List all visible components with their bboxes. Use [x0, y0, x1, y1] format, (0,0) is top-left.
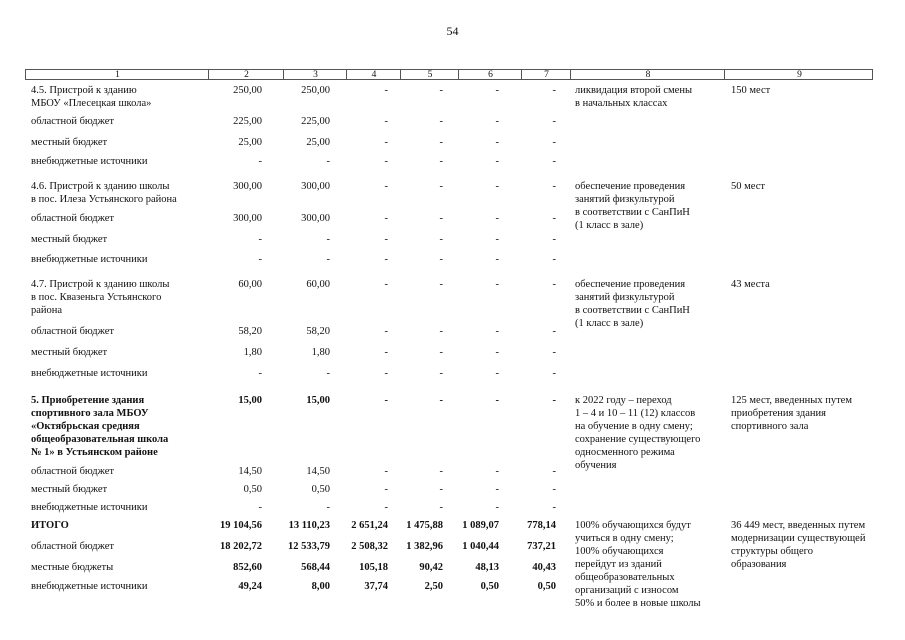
value-cell: -	[326, 502, 330, 513]
value-cell: -	[439, 368, 443, 379]
row-label: внебюджетные источники	[31, 581, 148, 592]
value-cell: -	[495, 137, 499, 148]
value-cell: 250,00	[233, 85, 262, 96]
row-label: общеобразовательная школа	[31, 434, 169, 445]
value-cell: -	[384, 181, 388, 192]
outcome-text: на обучение в одну смену;	[575, 421, 693, 432]
row-label: 5. Приобретение здания	[31, 395, 145, 406]
value-cell: -	[384, 279, 388, 290]
value-cell: 300,00	[233, 213, 262, 224]
value-cell: 25,00	[238, 137, 262, 148]
value-cell: -	[552, 181, 556, 192]
value-cell: -	[439, 213, 443, 224]
value-cell: 2,50	[424, 581, 443, 592]
row-label: местный бюджет	[31, 137, 108, 148]
outcome-text: к 2022 году – переход	[575, 395, 672, 406]
outcome-text: 100% обучающихся	[575, 546, 664, 557]
value-cell: -	[439, 254, 443, 265]
capacity-text: 50 мест	[731, 181, 765, 192]
capacity-text: 150 мест	[731, 85, 771, 96]
row-label: областной бюджет	[31, 541, 114, 552]
value-cell: -	[439, 326, 443, 337]
value-cell: 300,00	[301, 181, 330, 192]
value-cell: 90,42	[419, 562, 443, 573]
outcome-text: занятий физкультурой	[575, 292, 675, 303]
value-cell: 225,00	[301, 116, 330, 127]
row-label: внебюджетные источники	[31, 502, 148, 513]
row-label: «Октябрьская средняя	[31, 421, 140, 432]
value-cell: -	[495, 502, 499, 513]
outcome-text: 100% обучающихся будут	[575, 520, 691, 531]
row-label: района	[31, 305, 63, 316]
value-cell: -	[439, 395, 443, 406]
value-cell: -	[439, 466, 443, 477]
value-cell: -	[439, 156, 443, 167]
value-cell: -	[495, 85, 499, 96]
row-label: 4.7. Пристрой к зданию школы	[31, 279, 170, 290]
row-label: местный бюджет	[31, 484, 108, 495]
value-cell: 300,00	[301, 213, 330, 224]
row-label: областной бюджет	[31, 466, 114, 477]
table-header	[25, 69, 873, 80]
capacity-text: 43 места	[731, 279, 770, 290]
value-cell: -	[384, 254, 388, 265]
value-cell: -	[552, 466, 556, 477]
value-cell: -	[384, 395, 388, 406]
value-cell: 1,80	[311, 347, 330, 358]
capacity-text: образования	[731, 559, 787, 570]
row-label: № 1» в Устьянском районе	[31, 447, 158, 458]
value-cell: -	[552, 234, 556, 245]
value-cell: 14,50	[238, 466, 262, 477]
value-cell: -	[552, 137, 556, 148]
value-cell: -	[439, 137, 443, 148]
value-cell: -	[495, 326, 499, 337]
value-cell: -	[326, 368, 330, 379]
value-cell: -	[439, 347, 443, 358]
outcome-text: 1 – 4 и 10 – 11 (12) классов	[575, 408, 696, 419]
value-cell: 60,00	[306, 279, 330, 290]
value-cell: -	[495, 395, 499, 406]
outcome-text: перейдут из зданий	[575, 559, 662, 570]
row-label: местный бюджет	[31, 234, 108, 245]
row-label: 4.6. Пристрой к зданию школы	[31, 181, 170, 192]
row-label: внебюджетные источники	[31, 368, 148, 379]
value-cell: 13 110,23	[288, 520, 330, 531]
value-cell: 18 202,72	[220, 541, 262, 552]
value-cell: 19 104,56	[220, 520, 262, 531]
outcome-text: обеспечение проведения	[575, 181, 686, 192]
value-cell: -	[439, 181, 443, 192]
value-cell: -	[495, 368, 499, 379]
value-cell: -	[552, 347, 556, 358]
value-cell: -	[439, 502, 443, 513]
value-cell: -	[326, 254, 330, 265]
outcome-text: общеобразовательных	[575, 572, 675, 583]
value-cell: 225,00	[233, 116, 262, 127]
outcome-text: в начальных классах	[575, 98, 668, 109]
value-cell: -	[495, 181, 499, 192]
value-cell: 250,00	[301, 85, 330, 96]
value-cell: 105,18	[359, 562, 388, 573]
value-cell: 8,00	[311, 581, 330, 592]
value-cell: 1 382,96	[406, 541, 443, 552]
value-cell: -	[495, 466, 499, 477]
value-cell: -	[384, 484, 388, 495]
value-cell: 49,24	[238, 581, 262, 592]
value-cell: 0,50	[537, 581, 556, 592]
value-cell: -	[439, 85, 443, 96]
header-col-3: 3	[313, 70, 318, 80]
value-cell: -	[384, 213, 388, 224]
header-divider	[570, 70, 571, 79]
value-cell: -	[552, 85, 556, 96]
header-col-8: 8	[645, 70, 651, 80]
value-cell: -	[384, 502, 388, 513]
value-cell: 1,80	[243, 347, 262, 358]
row-label: областной бюджет	[31, 116, 114, 127]
value-cell: -	[495, 156, 499, 167]
value-cell: 12 533,79	[288, 541, 330, 552]
outcome-text: учиться в одну смену;	[575, 533, 674, 544]
outcome-text: занятий физкультурой	[575, 194, 675, 205]
capacity-text: приобретения здания	[731, 408, 826, 419]
row-label: ИТОГО	[31, 520, 69, 531]
value-cell: 300,00	[233, 181, 262, 192]
value-cell: 2 651,24	[351, 520, 388, 531]
value-cell: -	[384, 85, 388, 96]
value-cell: 58,20	[238, 326, 262, 337]
value-cell: 1 475,88	[406, 520, 443, 531]
value-cell: 0,50	[243, 484, 262, 495]
value-cell: -	[495, 279, 499, 290]
value-cell: -	[326, 234, 330, 245]
row-label: местный бюджет	[31, 347, 108, 358]
header-col-2: 2	[244, 70, 249, 80]
row-label: в пос. Квазеньга Устьянского	[31, 292, 162, 303]
row-label: областной бюджет	[31, 213, 114, 224]
value-cell: -	[258, 368, 262, 379]
value-cell: -	[439, 116, 443, 127]
value-cell: 1 040,44	[462, 541, 499, 552]
header-col-7: 7	[544, 70, 549, 80]
value-cell: -	[495, 213, 499, 224]
capacity-text: модернизации существующей	[731, 533, 866, 544]
value-cell: 0,50	[480, 581, 499, 592]
value-cell: -	[384, 326, 388, 337]
header-col-5: 5	[427, 70, 433, 80]
value-cell: 14,50	[306, 466, 330, 477]
row-label: внебюджетные источники	[31, 254, 148, 265]
value-cell: -	[552, 395, 556, 406]
value-cell: 25,00	[306, 137, 330, 148]
outcome-text: сохранение существующего	[575, 434, 701, 445]
value-cell: -	[552, 484, 556, 495]
header-divider	[283, 70, 284, 79]
value-cell: -	[258, 234, 262, 245]
capacity-text: 36 449 мест, введенных путем	[731, 520, 866, 531]
header-divider	[458, 70, 459, 79]
header-divider	[521, 70, 522, 79]
row-label: местные бюджеты	[31, 562, 114, 573]
header-divider	[400, 70, 401, 79]
value-cell: -	[384, 368, 388, 379]
value-cell: -	[326, 156, 330, 167]
row-label: МБОУ «Плесецкая школа»	[31, 98, 152, 109]
header-col-4: 4	[371, 70, 377, 80]
value-cell: 1 089,07	[462, 520, 499, 531]
header-col-6: 6	[488, 70, 493, 80]
value-cell: -	[552, 116, 556, 127]
value-cell: 48,13	[475, 562, 499, 573]
value-cell: 60,00	[238, 279, 262, 290]
value-cell: -	[439, 484, 443, 495]
outcome-text: организаций с износом	[575, 585, 679, 596]
value-cell: 852,60	[233, 562, 262, 573]
value-cell: 15,00	[238, 395, 262, 406]
header-divider	[346, 70, 347, 79]
value-cell: -	[552, 279, 556, 290]
value-cell: -	[495, 347, 499, 358]
value-cell: 0,50	[311, 484, 330, 495]
value-cell: 40,43	[532, 562, 556, 573]
outcome-text: обучения	[575, 460, 617, 471]
outcome-text: ликвидация второй смены	[575, 85, 693, 96]
page-number: 54	[446, 24, 459, 38]
capacity-text: 125 мест, введенных путем	[731, 395, 852, 406]
value-cell: -	[495, 234, 499, 245]
value-cell: -	[552, 502, 556, 513]
outcome-text: обеспечение проведения	[575, 279, 686, 290]
value-cell: -	[258, 502, 262, 513]
value-cell: -	[439, 279, 443, 290]
capacity-text: структуры общего	[731, 546, 813, 557]
outcome-text: в соответствии с СанПиН	[575, 207, 690, 218]
outcome-text: односменного режима	[575, 447, 675, 458]
row-label: спортивного зала МБОУ	[31, 408, 149, 419]
capacity-text: спортивного зала	[731, 421, 809, 432]
row-label: областной бюджет	[31, 326, 114, 337]
outcome-text: (1 класс в зале)	[575, 220, 644, 231]
row-label: 4.5. Пристрой к зданию	[31, 85, 137, 96]
outcome-text: в соответствии с СанПиН	[575, 305, 690, 316]
value-cell: 737,21	[527, 541, 556, 552]
value-cell: -	[439, 234, 443, 245]
value-cell: -	[384, 137, 388, 148]
value-cell: -	[495, 484, 499, 495]
header-col-9: 9	[797, 70, 802, 80]
value-cell: 58,20	[306, 326, 330, 337]
value-cell: 568,44	[301, 562, 330, 573]
header-divider	[724, 70, 725, 79]
header-col-1: 1	[115, 70, 120, 80]
value-cell: -	[384, 234, 388, 245]
outcome-text: 50% и более в новые школы	[575, 598, 701, 609]
value-cell: -	[384, 466, 388, 477]
value-cell: 778,14	[527, 520, 556, 531]
value-cell: -	[258, 254, 262, 265]
row-label: в пос. Илеза Устьянского района	[31, 194, 177, 205]
value-cell: 2 508,32	[351, 541, 388, 552]
value-cell: -	[258, 156, 262, 167]
row-label: внебюджетные источники	[31, 156, 148, 167]
value-cell: 15,00	[306, 395, 330, 406]
value-cell: -	[552, 368, 556, 379]
value-cell: -	[384, 116, 388, 127]
value-cell: -	[384, 156, 388, 167]
value-cell: -	[552, 156, 556, 167]
outcome-text: (1 класс в зале)	[575, 318, 644, 329]
value-cell: -	[552, 213, 556, 224]
value-cell: -	[384, 347, 388, 358]
value-cell: 37,74	[364, 581, 388, 592]
value-cell: -	[552, 326, 556, 337]
value-cell: -	[552, 254, 556, 265]
header-divider	[208, 70, 209, 79]
value-cell: -	[495, 254, 499, 265]
value-cell: -	[495, 116, 499, 127]
